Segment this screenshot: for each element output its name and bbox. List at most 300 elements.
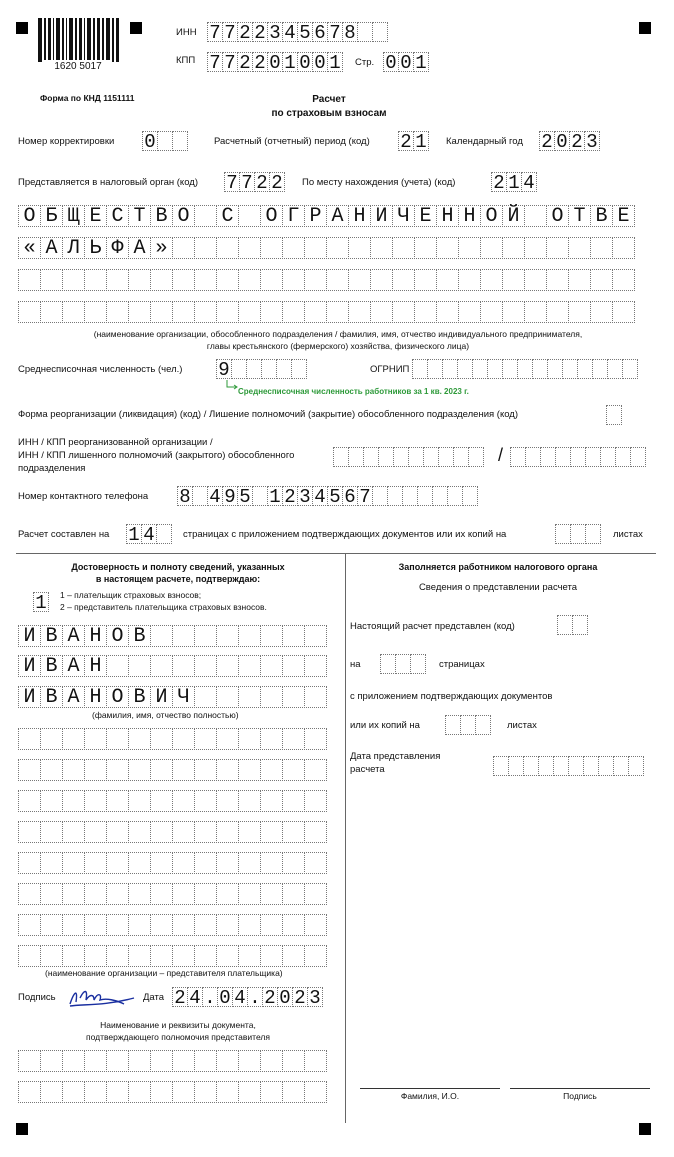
field-cell [438, 447, 454, 467]
corner-marker [639, 22, 651, 34]
field-cell: 0 [312, 52, 328, 72]
field-cell [128, 821, 151, 843]
field-cell [106, 852, 129, 874]
field-cell [84, 945, 107, 967]
field-cell [304, 883, 327, 905]
field-cell: 2 [172, 987, 188, 1007]
field-cell [555, 447, 571, 467]
field-cell [260, 852, 283, 874]
field-cell: А [62, 625, 85, 647]
field-cell: . [247, 987, 263, 1007]
field-cell [502, 359, 518, 379]
field-cell [423, 447, 439, 467]
field-cell [40, 945, 63, 967]
field-cell: И [18, 655, 41, 677]
field-cell [282, 655, 305, 677]
field-cell [546, 237, 569, 259]
field-cell [555, 524, 571, 544]
field-cell: А [40, 237, 63, 259]
field-cell [238, 1050, 261, 1072]
field-cell: 8 [177, 486, 193, 506]
rep-org-line[interactable] [18, 821, 326, 843]
field-cell [194, 914, 217, 936]
field-cell [304, 821, 327, 843]
confirm-code-field[interactable] [33, 592, 48, 612]
field-cell [304, 237, 327, 259]
reorg-inn-field[interactable] [333, 447, 483, 467]
tax-authority-label: Представляется в налоговый орган (код) [18, 177, 198, 188]
field-cell [260, 301, 283, 323]
field-cell [607, 359, 623, 379]
field-cell [282, 945, 305, 967]
field-cell: 2 [252, 52, 268, 72]
field-cell [282, 625, 305, 647]
field-cell [260, 655, 283, 677]
field-cell: 6 [312, 22, 328, 42]
field-cell [370, 301, 393, 323]
field-cell [304, 728, 327, 750]
field-cell [150, 655, 173, 677]
field-cell [612, 237, 635, 259]
field-cell [106, 821, 129, 843]
field-cell [238, 301, 261, 323]
field-cell: В [128, 686, 151, 708]
field-cell [150, 945, 173, 967]
reorg-inn-label-3: подразделения [18, 463, 86, 474]
rep-org-line[interactable] [18, 728, 326, 750]
arrow-icon [226, 380, 238, 392]
field-cell [216, 852, 239, 874]
field-cell: 0 [398, 52, 414, 72]
field-cell: . [202, 987, 218, 1007]
confirm-title-2: в настоящем расчете, подтверждаю: [95, 574, 261, 584]
confirm-option-1: 1 – плательщик страховых взносов; [60, 590, 202, 600]
field-cell [194, 790, 217, 812]
field-cell [150, 914, 173, 936]
fio-caption: (фамилия, имя, отчество полностью) [92, 710, 239, 720]
pages-count-field[interactable] [126, 524, 171, 544]
field-cell [568, 756, 584, 776]
sign-signature-line [510, 1088, 650, 1089]
field-cell [40, 728, 63, 750]
rep-org-line[interactable] [18, 945, 326, 967]
field-cell [417, 486, 433, 506]
field-cell [84, 852, 107, 874]
field-cell [445, 715, 461, 735]
phone-label: Номер контактного телефона [18, 491, 149, 502]
field-cell [410, 654, 426, 674]
field-cell: 0 [383, 52, 399, 72]
field-cell [304, 625, 327, 647]
field-cell [523, 756, 539, 776]
field-cell: 7 [224, 172, 240, 192]
field-cell [304, 945, 327, 967]
field-cell [436, 237, 459, 259]
field-cell [172, 1081, 195, 1103]
field-cell [62, 728, 85, 750]
field-cell [150, 269, 173, 291]
field-cell: 1 [327, 52, 343, 72]
field-cell [606, 405, 622, 425]
field-cell [128, 790, 151, 812]
field-cell: 0 [217, 987, 233, 1007]
field-cell [357, 22, 373, 42]
field-cell [238, 945, 261, 967]
field-cell [40, 1081, 63, 1103]
field-cell [282, 759, 305, 781]
field-cell [18, 852, 41, 874]
right-date-field[interactable] [493, 756, 643, 776]
field-cell: 2 [491, 172, 507, 192]
field-cell [261, 359, 277, 379]
year-label: Календарный год [446, 136, 523, 147]
field-cell [613, 756, 629, 776]
field-cell [628, 756, 644, 776]
corner-marker [130, 22, 142, 34]
field-cell [363, 447, 379, 467]
right-fio-label: Фамилия, И.О. [400, 1091, 460, 1101]
right-on-label: на [350, 659, 361, 670]
field-cell: Е [612, 205, 635, 227]
right-copies-label: или их копий на [350, 720, 420, 731]
org-name-line-3[interactable] [18, 269, 634, 291]
field-cell: Н [84, 686, 107, 708]
field-cell [553, 756, 569, 776]
surname-field[interactable] [18, 625, 326, 647]
field-cell [260, 759, 283, 781]
field-cell: Б [40, 205, 63, 227]
field-cell [106, 655, 129, 677]
page-number-label: Стр. [355, 57, 375, 68]
field-cell [453, 447, 469, 467]
field-cell: В [40, 625, 63, 647]
field-cell: 1 [413, 52, 429, 72]
field-cell [106, 269, 129, 291]
rep-org-line[interactable] [18, 759, 326, 781]
field-cell [194, 945, 217, 967]
field-cell [18, 945, 41, 967]
field-cell: 3 [584, 131, 600, 151]
field-cell [282, 852, 305, 874]
field-cell [62, 301, 85, 323]
field-cell [532, 359, 548, 379]
field-cell [62, 790, 85, 812]
field-cell [172, 237, 195, 259]
confirm-title-1: Достоверность и полноту сведений, указанных [71, 562, 285, 572]
field-cell [40, 301, 63, 323]
rep-org-line[interactable] [18, 852, 326, 874]
field-cell [40, 852, 63, 874]
field-cell [458, 269, 481, 291]
field-cell: 2 [237, 52, 253, 72]
org-name-line-4[interactable] [18, 301, 634, 323]
field-cell [216, 1081, 239, 1103]
reorg-kpp-field[interactable] [510, 447, 645, 467]
field-cell: 5 [237, 486, 253, 506]
field-cell [282, 686, 305, 708]
field-cell [524, 301, 547, 323]
field-cell: 1 [413, 131, 429, 151]
field-cell: 7 [207, 52, 223, 72]
field-cell [62, 759, 85, 781]
right-date-label-1: Дата представления [350, 751, 441, 762]
field-cell: 1 [506, 172, 522, 192]
kpp-label: КПП [176, 55, 196, 66]
field-cell: Е [84, 205, 107, 227]
field-cell [216, 686, 239, 708]
page-number-field[interactable] [383, 52, 428, 72]
field-cell [106, 759, 129, 781]
field-cell [106, 1050, 129, 1072]
ogrnip-field[interactable] [412, 359, 637, 379]
field-cell: О [546, 205, 569, 227]
field-cell [472, 359, 488, 379]
field-cell [128, 945, 151, 967]
org-name-line-2[interactable] [18, 237, 634, 259]
field-cell [468, 447, 484, 467]
field-cell [18, 1050, 41, 1072]
field-cell: 9 [216, 359, 232, 379]
rep-org-line[interactable] [18, 883, 326, 905]
field-cell [557, 615, 573, 635]
field-cell: В [40, 655, 63, 677]
rep-org-line[interactable] [18, 790, 326, 812]
field-cell [348, 301, 371, 323]
field-cell [260, 1050, 283, 1072]
field-cell [194, 269, 217, 291]
field-cell: Н [84, 625, 107, 647]
doc-caption-1: Наименование и реквизиты документа, [100, 1020, 256, 1030]
field-cell: Ф [106, 237, 129, 259]
field-cell [260, 883, 283, 905]
field-cell [460, 715, 476, 735]
field-cell [172, 131, 188, 151]
field-cell [216, 1050, 239, 1072]
right-submitted-field[interactable] [557, 615, 587, 635]
field-cell [128, 1081, 151, 1103]
field-cell: Н [458, 205, 481, 227]
field-cell [128, 883, 151, 905]
field-cell [172, 655, 195, 677]
field-cell [216, 625, 239, 647]
field-cell [592, 359, 608, 379]
field-cell [18, 821, 41, 843]
doc-caption-2: подтверждающего полномочия представителя [86, 1032, 270, 1042]
field-cell: Р [304, 205, 327, 227]
field-cell [150, 790, 173, 812]
field-cell [128, 655, 151, 677]
field-cell [457, 359, 473, 379]
inn-field[interactable] [207, 22, 387, 42]
field-cell [62, 945, 85, 967]
field-cell [172, 821, 195, 843]
headcount-label: Среднесписочная численность (чел.) [18, 364, 183, 375]
field-cell [157, 131, 173, 151]
field-cell [260, 821, 283, 843]
pages-label-pre: Расчет составлен на [18, 529, 110, 540]
field-cell: 7 [327, 22, 343, 42]
field-cell [172, 759, 195, 781]
field-cell: 2 [292, 987, 308, 1007]
field-cell [502, 301, 525, 323]
field-cell: С [106, 205, 129, 227]
field-cell [282, 237, 305, 259]
right-sheets-field[interactable] [445, 715, 490, 735]
field-cell [238, 237, 261, 259]
phone-field[interactable] [177, 486, 477, 506]
right-submitted-label: Настоящий расчет представлен (код) [350, 621, 515, 632]
org-name-line-1[interactable] [18, 205, 634, 227]
sheets-label: листах [613, 529, 643, 540]
field-cell [442, 359, 458, 379]
rep-org-line[interactable] [18, 914, 326, 936]
field-cell: 8 [342, 22, 358, 42]
field-cell [238, 852, 261, 874]
field-cell: А [128, 237, 151, 259]
field-cell [40, 1050, 63, 1072]
org-caption-1: (наименование организации, обособленного подразделения / фамилия, имя, отчество индивидуального предпринимателя, [93, 329, 583, 339]
field-cell [612, 301, 635, 323]
reorg-inn-label-1: ИНН / КПП реорганизованной организации / [18, 437, 213, 448]
field-cell [150, 821, 173, 843]
field-cell: 2 [569, 131, 585, 151]
slash-separator: / [498, 445, 504, 465]
field-cell [577, 359, 593, 379]
field-cell [106, 883, 129, 905]
field-cell [487, 359, 503, 379]
field-cell [62, 914, 85, 936]
field-cell [260, 914, 283, 936]
right-pages-label: страницах [439, 659, 485, 670]
field-cell [172, 301, 195, 323]
field-cell [493, 756, 509, 776]
field-cell [216, 655, 239, 677]
field-cell [393, 447, 409, 467]
location-field[interactable] [491, 172, 536, 192]
year-field[interactable] [539, 131, 599, 151]
corner-marker [639, 1123, 651, 1135]
field-cell: Е [414, 205, 437, 227]
field-cell [40, 759, 63, 781]
field-cell [238, 205, 261, 227]
field-cell [458, 301, 481, 323]
field-cell [372, 22, 388, 42]
field-cell: 1 [33, 592, 49, 612]
field-cell [194, 301, 217, 323]
field-cell [62, 821, 85, 843]
field-cell [510, 447, 526, 467]
field-cell [18, 790, 41, 812]
field-cell [408, 447, 424, 467]
field-cell [260, 1081, 283, 1103]
right-pages-field[interactable] [380, 654, 425, 674]
first-name-field[interactable] [18, 655, 326, 677]
field-cell: 2 [269, 172, 285, 192]
knd-label: Форма по КНД 1151111 [40, 93, 135, 103]
fio-signature-line [360, 1088, 500, 1089]
field-cell [546, 269, 569, 291]
field-cell [194, 883, 217, 905]
field-cell: О [172, 205, 195, 227]
field-cell: 4 [232, 987, 248, 1007]
field-cell [172, 914, 195, 936]
confirm-option-2: 2 – представитель плательщика страховых взносов. [60, 602, 267, 612]
doc-line[interactable] [18, 1081, 326, 1103]
field-cell [585, 524, 601, 544]
field-cell [378, 447, 394, 467]
field-cell [194, 1050, 217, 1072]
field-cell [194, 625, 217, 647]
field-cell [282, 301, 305, 323]
field-cell: 0 [297, 52, 313, 72]
field-cell: 2 [262, 987, 278, 1007]
field-cell [156, 524, 172, 544]
sign-date-field[interactable] [172, 987, 322, 1007]
patronymic-field[interactable] [18, 686, 326, 708]
correction-field[interactable] [142, 131, 187, 151]
field-cell [282, 728, 305, 750]
field-cell [216, 914, 239, 936]
field-cell [128, 914, 151, 936]
reorg-inn-label-2: ИНН / КПП лишенного полномочий (закрытого) обособленного [18, 450, 295, 461]
field-cell [40, 269, 63, 291]
field-cell: 3 [297, 486, 313, 506]
field-cell [282, 269, 305, 291]
field-cell [392, 301, 415, 323]
field-cell [150, 852, 173, 874]
field-cell [598, 756, 614, 776]
field-cell [128, 1050, 151, 1072]
field-cell [568, 301, 591, 323]
doc-line[interactable] [18, 1050, 326, 1072]
field-cell: В [150, 205, 173, 227]
kpp-field[interactable] [207, 52, 342, 72]
field-cell [194, 759, 217, 781]
field-cell: И [150, 686, 173, 708]
field-cell [18, 883, 41, 905]
field-cell [128, 301, 151, 323]
field-cell [304, 1081, 327, 1103]
tax-authority-field[interactable] [224, 172, 284, 192]
headcount-field[interactable] [216, 359, 306, 379]
field-cell: А [326, 205, 349, 227]
field-cell [427, 359, 443, 379]
field-cell: О [18, 205, 41, 227]
field-cell [517, 359, 533, 379]
field-cell [18, 914, 41, 936]
field-cell: 5 [297, 22, 313, 42]
field-cell [260, 269, 283, 291]
field-cell: 7 [207, 22, 223, 42]
field-cell: Г [282, 205, 305, 227]
field-cell: 1 [126, 524, 142, 544]
reorg-field[interactable] [606, 405, 621, 425]
field-cell: О [106, 625, 129, 647]
field-cell [238, 686, 261, 708]
field-cell [84, 728, 107, 750]
pages-label-post: страницах с приложением подтверждающих документов или их копий на [183, 529, 507, 540]
field-cell [62, 269, 85, 291]
field-cell: О [480, 205, 503, 227]
field-cell [106, 728, 129, 750]
field-cell: И [370, 205, 393, 227]
sheets-count-field[interactable] [555, 524, 600, 544]
field-cell: 3 [267, 22, 283, 42]
field-cell [276, 359, 292, 379]
period-field[interactable] [398, 131, 428, 151]
right-sheets-label: листах [507, 720, 537, 731]
field-cell: 3 [307, 987, 323, 1007]
